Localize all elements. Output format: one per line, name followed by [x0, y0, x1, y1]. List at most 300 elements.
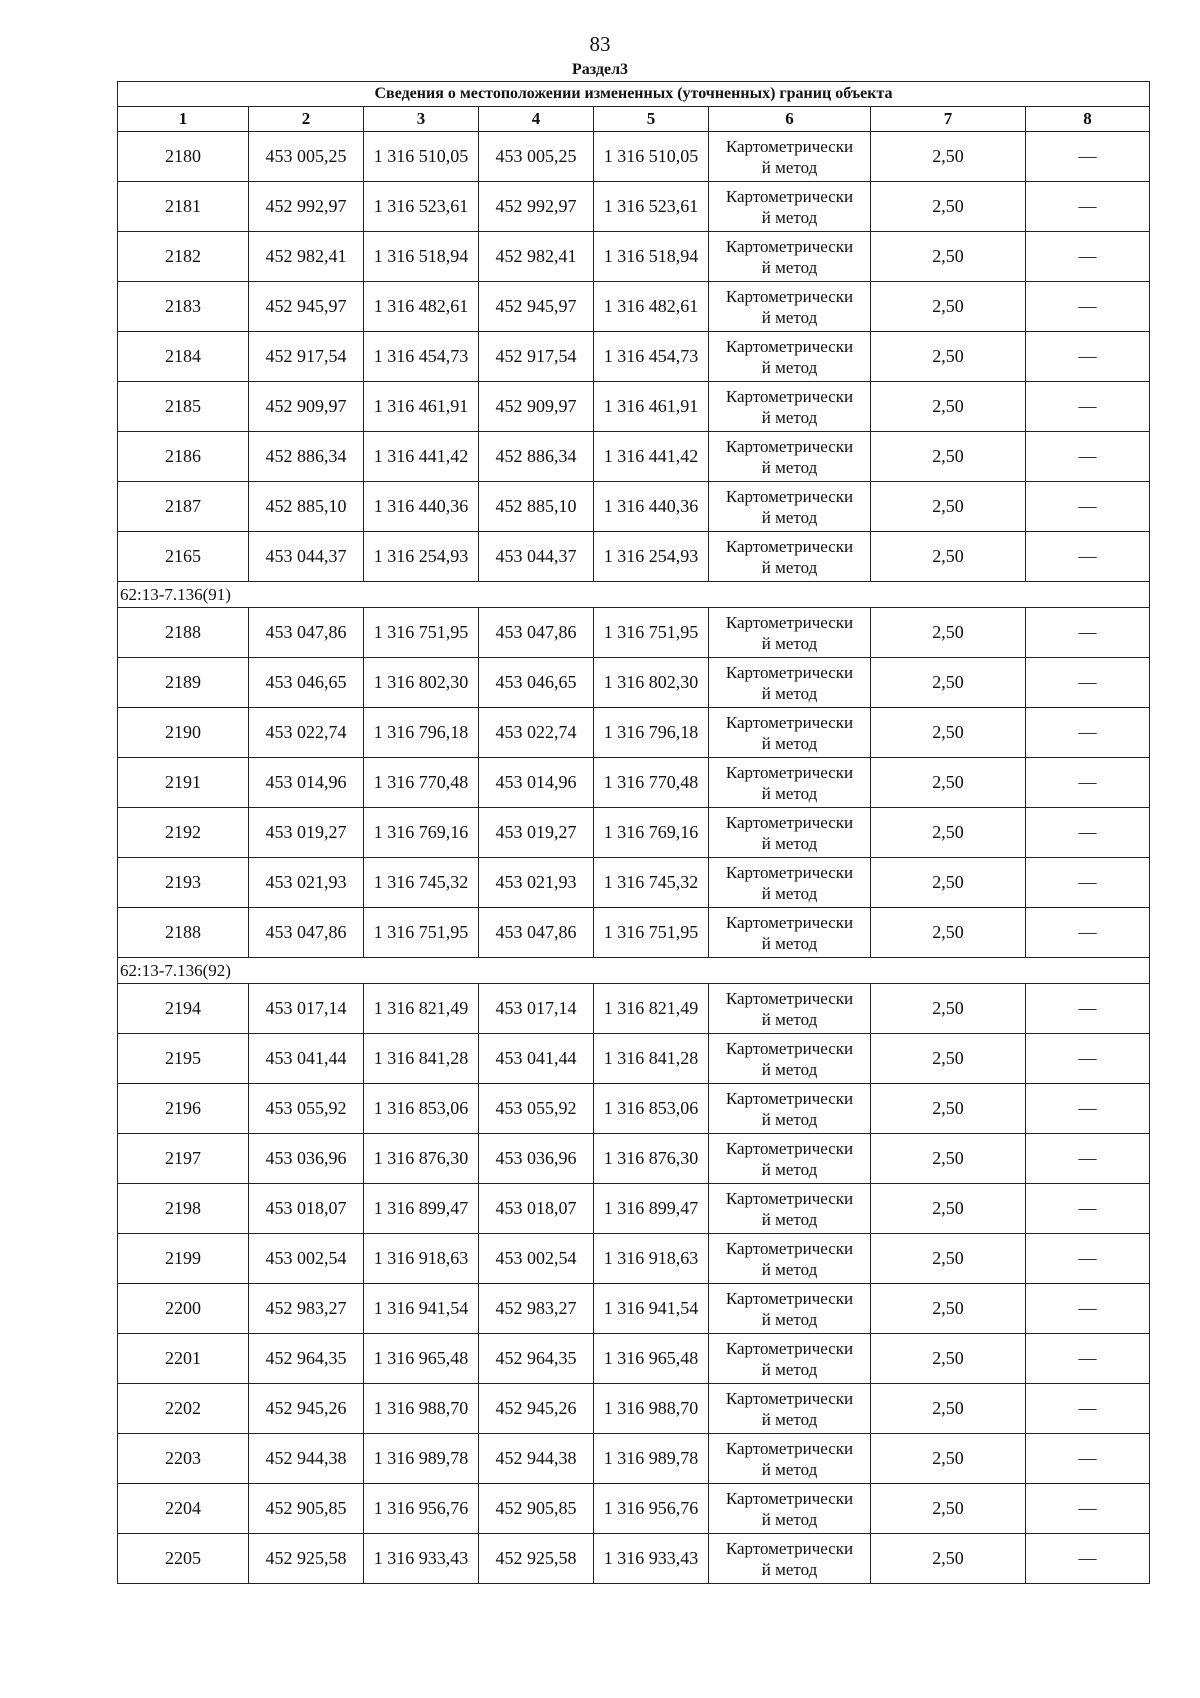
- note-cell: —: [1026, 182, 1150, 232]
- y-existing-cell: 1 316 523,61: [364, 182, 479, 232]
- x-updated-cell: 452 917,54: [479, 332, 594, 382]
- method-line: Картометрически: [725, 1438, 854, 1458]
- y-existing-cell: 1 316 770,48: [364, 758, 479, 808]
- accuracy-cell: 2,50: [871, 332, 1026, 382]
- point-number-cell: 2196: [118, 1084, 249, 1134]
- accuracy-cell: 2,50: [871, 232, 1026, 282]
- x-existing-cell: 453 041,44: [249, 1034, 364, 1084]
- method-line: Картометрически: [725, 236, 854, 256]
- group-label: 62:13-7.136(91): [118, 582, 1150, 608]
- note-cell: —: [1026, 482, 1150, 532]
- y-existing-cell: 1 316 941,54: [364, 1284, 479, 1334]
- note-cell: —: [1026, 808, 1150, 858]
- x-existing-cell: 452 886,34: [249, 432, 364, 482]
- column-number: 5: [594, 107, 709, 132]
- group-header-row: [118, 582, 1150, 608]
- y-updated-cell: 1 316 841,28: [594, 1034, 709, 1084]
- x-updated-cell: 453 022,74: [479, 708, 594, 758]
- method-line: Картометрически: [725, 662, 854, 682]
- table-row: [118, 908, 1150, 958]
- y-updated-cell: 1 316 254,93: [594, 532, 709, 582]
- x-existing-cell: 453 017,14: [249, 984, 364, 1034]
- point-number-cell: 2184: [118, 332, 249, 382]
- method-line: Картометрически: [725, 862, 854, 882]
- x-updated-cell: 452 982,41: [479, 232, 594, 282]
- method-line: Картометрически: [725, 536, 854, 556]
- x-updated-cell: 453 014,96: [479, 758, 594, 808]
- y-existing-cell: 1 316 454,73: [364, 332, 479, 382]
- note-cell: —: [1026, 332, 1150, 382]
- note-cell: —: [1026, 708, 1150, 758]
- accuracy-cell: 2,50: [871, 1334, 1026, 1384]
- x-updated-cell: 452 983,27: [479, 1284, 594, 1334]
- accuracy-cell: 2,50: [871, 482, 1026, 532]
- y-existing-cell: 1 316 254,93: [364, 532, 479, 582]
- method-cell: [709, 1534, 871, 1584]
- accuracy-cell: 2,50: [871, 182, 1026, 232]
- table-row: [118, 1084, 1150, 1134]
- method-line: й метод: [761, 157, 818, 177]
- table-caption-row: [118, 82, 1150, 107]
- table-row: [118, 1284, 1150, 1334]
- x-existing-cell: 453 047,86: [249, 608, 364, 658]
- x-updated-cell: 452 909,97: [479, 382, 594, 432]
- point-number-cell: 2189: [118, 658, 249, 708]
- method-line: й метод: [761, 933, 818, 953]
- accuracy-cell: 2,50: [871, 1534, 1026, 1584]
- column-number: 6: [709, 107, 871, 132]
- point-number-cell: 2188: [118, 608, 249, 658]
- table-row: [118, 708, 1150, 758]
- method-line: й метод: [761, 1409, 818, 1429]
- accuracy-cell: 2,50: [871, 1184, 1026, 1234]
- x-updated-cell: 452 885,10: [479, 482, 594, 532]
- column-number: 3: [364, 107, 479, 132]
- y-existing-cell: 1 316 441,42: [364, 432, 479, 482]
- accuracy-cell: 2,50: [871, 758, 1026, 808]
- method-cell: [709, 1134, 871, 1184]
- x-existing-cell: 452 909,97: [249, 382, 364, 432]
- method-line: й метод: [761, 1209, 818, 1229]
- method-cell: [709, 432, 871, 482]
- method-line: й метод: [761, 733, 818, 753]
- x-existing-cell: 453 055,92: [249, 1084, 364, 1134]
- accuracy-cell: 2,50: [871, 432, 1026, 482]
- point-number-cell: 2192: [118, 808, 249, 858]
- accuracy-cell: 2,50: [871, 132, 1026, 182]
- x-updated-cell: 453 005,25: [479, 132, 594, 182]
- y-existing-cell: 1 316 769,16: [364, 808, 479, 858]
- x-updated-cell: 453 017,14: [479, 984, 594, 1034]
- x-existing-cell: 452 925,58: [249, 1534, 364, 1584]
- note-cell: —: [1026, 984, 1150, 1034]
- y-updated-cell: 1 316 751,95: [594, 908, 709, 958]
- x-updated-cell: 453 036,96: [479, 1134, 594, 1184]
- note-cell: —: [1026, 282, 1150, 332]
- x-existing-cell: 452 945,97: [249, 282, 364, 332]
- point-number-cell: 2181: [118, 182, 249, 232]
- table-row: [118, 1034, 1150, 1084]
- y-existing-cell: 1 316 745,32: [364, 858, 479, 908]
- table-row: [118, 1134, 1150, 1184]
- x-existing-cell: 453 021,93: [249, 858, 364, 908]
- method-line: й метод: [761, 683, 818, 703]
- y-existing-cell: 1 316 510,05: [364, 132, 479, 182]
- method-line: й метод: [761, 1309, 818, 1329]
- method-line: Картометрически: [725, 1238, 854, 1258]
- method-line: Картометрически: [725, 436, 854, 456]
- table-body: [118, 132, 1150, 1584]
- table-row: [118, 332, 1150, 382]
- y-existing-cell: 1 316 440,36: [364, 482, 479, 532]
- method-line: й метод: [761, 257, 818, 277]
- table-row: [118, 1384, 1150, 1434]
- column-number: 2: [249, 107, 364, 132]
- y-updated-cell: 1 316 482,61: [594, 282, 709, 332]
- accuracy-cell: 2,50: [871, 1234, 1026, 1284]
- y-updated-cell: 1 316 745,32: [594, 858, 709, 908]
- table-row: [118, 1434, 1150, 1484]
- method-cell: [709, 1384, 871, 1434]
- method-line: Картометрически: [725, 286, 854, 306]
- x-existing-cell: 453 002,54: [249, 1234, 364, 1284]
- note-cell: —: [1026, 1034, 1150, 1084]
- method-cell: [709, 1084, 871, 1134]
- accuracy-cell: 2,50: [871, 608, 1026, 658]
- note-cell: —: [1026, 908, 1150, 958]
- method-cell: [709, 1484, 871, 1534]
- accuracy-cell: 2,50: [871, 1434, 1026, 1484]
- note-cell: —: [1026, 1284, 1150, 1334]
- accuracy-cell: 2,50: [871, 1284, 1026, 1334]
- method-cell: [709, 132, 871, 182]
- method-cell: [709, 608, 871, 658]
- column-number: 4: [479, 107, 594, 132]
- point-number-cell: 2180: [118, 132, 249, 182]
- page-number: 83: [589, 32, 611, 56]
- x-existing-cell: 453 047,86: [249, 908, 364, 958]
- method-line: й метод: [761, 307, 818, 327]
- table-row: [118, 1484, 1150, 1534]
- x-existing-cell: 452 905,85: [249, 1484, 364, 1534]
- y-updated-cell: 1 316 965,48: [594, 1334, 709, 1384]
- method-cell: [709, 984, 871, 1034]
- method-line: й метод: [761, 357, 818, 377]
- method-cell: [709, 908, 871, 958]
- x-existing-cell: 453 014,96: [249, 758, 364, 808]
- note-cell: —: [1026, 532, 1150, 582]
- y-existing-cell: 1 316 796,18: [364, 708, 479, 758]
- note-cell: —: [1026, 432, 1150, 482]
- x-updated-cell: 453 047,86: [479, 608, 594, 658]
- x-updated-cell: 453 047,86: [479, 908, 594, 958]
- method-cell: [709, 482, 871, 532]
- accuracy-cell: 2,50: [871, 382, 1026, 432]
- point-number-cell: 2193: [118, 858, 249, 908]
- point-number-cell: 2190: [118, 708, 249, 758]
- table-row: [118, 1184, 1150, 1234]
- y-updated-cell: 1 316 956,76: [594, 1484, 709, 1534]
- accuracy-cell: 2,50: [871, 282, 1026, 332]
- section-title: Раздел3: [571, 61, 629, 78]
- table-row: [118, 432, 1150, 482]
- x-existing-cell: 453 036,96: [249, 1134, 364, 1184]
- table-row: [118, 758, 1150, 808]
- point-number-cell: 2182: [118, 232, 249, 282]
- method-line: й метод: [761, 1109, 818, 1129]
- y-updated-cell: 1 316 941,54: [594, 1284, 709, 1334]
- y-existing-cell: 1 316 918,63: [364, 1234, 479, 1284]
- method-line: Картометрически: [725, 762, 854, 782]
- method-line: й метод: [761, 1559, 818, 1579]
- method-line: Картометрически: [725, 186, 854, 206]
- method-line: й метод: [761, 507, 818, 527]
- note-cell: —: [1026, 232, 1150, 282]
- y-updated-cell: 1 316 796,18: [594, 708, 709, 758]
- note-cell: —: [1026, 382, 1150, 432]
- x-existing-cell: 453 005,25: [249, 132, 364, 182]
- y-existing-cell: 1 316 989,78: [364, 1434, 479, 1484]
- x-updated-cell: 453 044,37: [479, 532, 594, 582]
- x-updated-cell: 453 019,27: [479, 808, 594, 858]
- x-updated-cell: 452 886,34: [479, 432, 594, 482]
- table-caption: Сведения о местоположении измененных (уточненных) границ объекта: [118, 82, 1150, 107]
- y-existing-cell: 1 316 933,43: [364, 1534, 479, 1584]
- x-updated-cell: 452 944,38: [479, 1434, 594, 1484]
- point-number-cell: 2194: [118, 984, 249, 1034]
- y-updated-cell: 1 316 802,30: [594, 658, 709, 708]
- table-row: [118, 1534, 1150, 1584]
- note-cell: —: [1026, 1134, 1150, 1184]
- method-line: й метод: [761, 1259, 818, 1279]
- accuracy-cell: 2,50: [871, 984, 1026, 1034]
- point-number-cell: 2165: [118, 532, 249, 582]
- x-updated-cell: 452 992,97: [479, 182, 594, 232]
- method-cell: [709, 858, 871, 908]
- y-updated-cell: 1 316 821,49: [594, 984, 709, 1034]
- method-cell: [709, 808, 871, 858]
- table-row: [118, 182, 1150, 232]
- method-line: й метод: [761, 833, 818, 853]
- y-existing-cell: 1 316 988,70: [364, 1384, 479, 1434]
- y-updated-cell: 1 316 876,30: [594, 1134, 709, 1184]
- method-cell: [709, 1284, 871, 1334]
- x-existing-cell: 452 885,10: [249, 482, 364, 532]
- y-updated-cell: 1 316 518,94: [594, 232, 709, 282]
- method-cell: [709, 1184, 871, 1234]
- x-existing-cell: 452 917,54: [249, 332, 364, 382]
- method-line: й метод: [761, 883, 818, 903]
- y-existing-cell: 1 316 751,95: [364, 608, 479, 658]
- method-line: й метод: [761, 1059, 818, 1079]
- accuracy-cell: 2,50: [871, 808, 1026, 858]
- y-existing-cell: 1 316 899,47: [364, 1184, 479, 1234]
- group-label: 62:13-7.136(92): [118, 958, 1150, 984]
- table-row: [118, 482, 1150, 532]
- method-line: Картометрически: [725, 1338, 854, 1358]
- point-number-cell: 2185: [118, 382, 249, 432]
- method-cell: [709, 232, 871, 282]
- method-line: Картометрически: [725, 486, 854, 506]
- x-existing-cell: 453 022,74: [249, 708, 364, 758]
- y-existing-cell: 1 316 841,28: [364, 1034, 479, 1084]
- point-number-cell: 2200: [118, 1284, 249, 1334]
- method-cell: [709, 282, 871, 332]
- table-row: [118, 858, 1150, 908]
- accuracy-cell: 2,50: [871, 708, 1026, 758]
- y-existing-cell: 1 316 482,61: [364, 282, 479, 332]
- x-updated-cell: 452 945,26: [479, 1384, 594, 1434]
- accuracy-cell: 2,50: [871, 858, 1026, 908]
- note-cell: —: [1026, 1334, 1150, 1384]
- point-number-cell: 2201: [118, 1334, 249, 1384]
- note-cell: —: [1026, 658, 1150, 708]
- column-number: 7: [871, 107, 1026, 132]
- table-row: [118, 608, 1150, 658]
- y-updated-cell: 1 316 510,05: [594, 132, 709, 182]
- y-updated-cell: 1 316 988,70: [594, 1384, 709, 1434]
- table-row: [118, 1234, 1150, 1284]
- method-cell: [709, 1034, 871, 1084]
- point-number-cell: 2186: [118, 432, 249, 482]
- method-line: Картометрически: [725, 1138, 854, 1158]
- column-numbers-row: [118, 107, 1150, 132]
- column-number: 8: [1026, 107, 1150, 132]
- note-cell: —: [1026, 758, 1150, 808]
- y-existing-cell: 1 316 751,95: [364, 908, 479, 958]
- note-cell: —: [1026, 1534, 1150, 1584]
- method-line: Картометрически: [725, 1038, 854, 1058]
- method-line: й метод: [761, 207, 818, 227]
- method-line: Картометрически: [725, 136, 854, 156]
- note-cell: —: [1026, 858, 1150, 908]
- y-updated-cell: 1 316 933,43: [594, 1534, 709, 1584]
- table-row: [118, 658, 1150, 708]
- y-updated-cell: 1 316 899,47: [594, 1184, 709, 1234]
- x-updated-cell: 453 002,54: [479, 1234, 594, 1284]
- point-number-cell: 2188: [118, 908, 249, 958]
- method-cell: [709, 332, 871, 382]
- y-updated-cell: 1 316 454,73: [594, 332, 709, 382]
- x-existing-cell: 452 992,97: [249, 182, 364, 232]
- x-existing-cell: 453 046,65: [249, 658, 364, 708]
- accuracy-cell: 2,50: [871, 532, 1026, 582]
- table-row: [118, 232, 1150, 282]
- method-line: й метод: [761, 457, 818, 477]
- method-line: Картометрически: [725, 386, 854, 406]
- y-existing-cell: 1 316 965,48: [364, 1334, 479, 1384]
- method-cell: [709, 1434, 871, 1484]
- method-cell: [709, 708, 871, 758]
- method-line: й метод: [761, 633, 818, 653]
- x-updated-cell: 453 055,92: [479, 1084, 594, 1134]
- x-updated-cell: 453 041,44: [479, 1034, 594, 1084]
- x-updated-cell: 452 964,35: [479, 1334, 594, 1384]
- y-existing-cell: 1 316 821,49: [364, 984, 479, 1034]
- method-line: Картометрически: [725, 912, 854, 932]
- method-cell: [709, 182, 871, 232]
- y-existing-cell: 1 316 956,76: [364, 1484, 479, 1534]
- accuracy-cell: 2,50: [871, 1384, 1026, 1434]
- table-row: [118, 382, 1150, 432]
- method-line: й метод: [761, 1509, 818, 1529]
- group-header-row: [118, 958, 1150, 984]
- point-number-cell: 2191: [118, 758, 249, 808]
- method-line: Картометрически: [725, 812, 854, 832]
- method-cell: [709, 382, 871, 432]
- method-line: Картометрически: [725, 336, 854, 356]
- note-cell: —: [1026, 1484, 1150, 1534]
- method-line: й метод: [761, 407, 818, 427]
- accuracy-cell: 2,50: [871, 1484, 1026, 1534]
- note-cell: —: [1026, 1384, 1150, 1434]
- y-updated-cell: 1 316 989,78: [594, 1434, 709, 1484]
- method-line: Картометрически: [725, 1188, 854, 1208]
- x-existing-cell: 452 944,38: [249, 1434, 364, 1484]
- method-line: й метод: [761, 1459, 818, 1479]
- y-updated-cell: 1 316 461,91: [594, 382, 709, 432]
- column-number: 1: [118, 107, 249, 132]
- y-existing-cell: 1 316 518,94: [364, 232, 479, 282]
- method-line: й метод: [761, 1359, 818, 1379]
- point-number-cell: 2187: [118, 482, 249, 532]
- y-updated-cell: 1 316 523,61: [594, 182, 709, 232]
- point-number-cell: 2205: [118, 1534, 249, 1584]
- x-updated-cell: 452 945,97: [479, 282, 594, 332]
- table-row: [118, 532, 1150, 582]
- y-updated-cell: 1 316 853,06: [594, 1084, 709, 1134]
- table-row: [118, 1334, 1150, 1384]
- method-cell: [709, 658, 871, 708]
- accuracy-cell: 2,50: [871, 1034, 1026, 1084]
- method-line: Картометрически: [725, 712, 854, 732]
- x-existing-cell: 453 018,07: [249, 1184, 364, 1234]
- note-cell: —: [1026, 1184, 1150, 1234]
- x-existing-cell: 452 964,35: [249, 1334, 364, 1384]
- coordinates-table: [117, 81, 1150, 1584]
- method-line: й метод: [761, 557, 818, 577]
- y-updated-cell: 1 316 751,95: [594, 608, 709, 658]
- x-updated-cell: 453 021,93: [479, 858, 594, 908]
- accuracy-cell: 2,50: [871, 1084, 1026, 1134]
- y-updated-cell: 1 316 770,48: [594, 758, 709, 808]
- x-existing-cell: 453 044,37: [249, 532, 364, 582]
- y-updated-cell: 1 316 441,42: [594, 432, 709, 482]
- method-cell: [709, 1334, 871, 1384]
- x-existing-cell: 452 945,26: [249, 1384, 364, 1434]
- y-existing-cell: 1 316 876,30: [364, 1134, 479, 1184]
- note-cell: —: [1026, 1084, 1150, 1134]
- x-updated-cell: 452 905,85: [479, 1484, 594, 1534]
- y-updated-cell: 1 316 440,36: [594, 482, 709, 532]
- table-row: [118, 132, 1150, 182]
- method-line: Картометрически: [725, 1388, 854, 1408]
- point-number-cell: 2202: [118, 1384, 249, 1434]
- x-existing-cell: 452 982,41: [249, 232, 364, 282]
- x-existing-cell: 452 983,27: [249, 1284, 364, 1334]
- table-row: [118, 984, 1150, 1034]
- x-updated-cell: 453 046,65: [479, 658, 594, 708]
- point-number-cell: 2183: [118, 282, 249, 332]
- table-row: [118, 282, 1150, 332]
- method-line: й метод: [761, 1009, 818, 1029]
- x-updated-cell: 452 925,58: [479, 1534, 594, 1584]
- point-number-cell: 2203: [118, 1434, 249, 1484]
- x-updated-cell: 453 018,07: [479, 1184, 594, 1234]
- method-cell: [709, 1234, 871, 1284]
- note-cell: —: [1026, 608, 1150, 658]
- method-cell: [709, 532, 871, 582]
